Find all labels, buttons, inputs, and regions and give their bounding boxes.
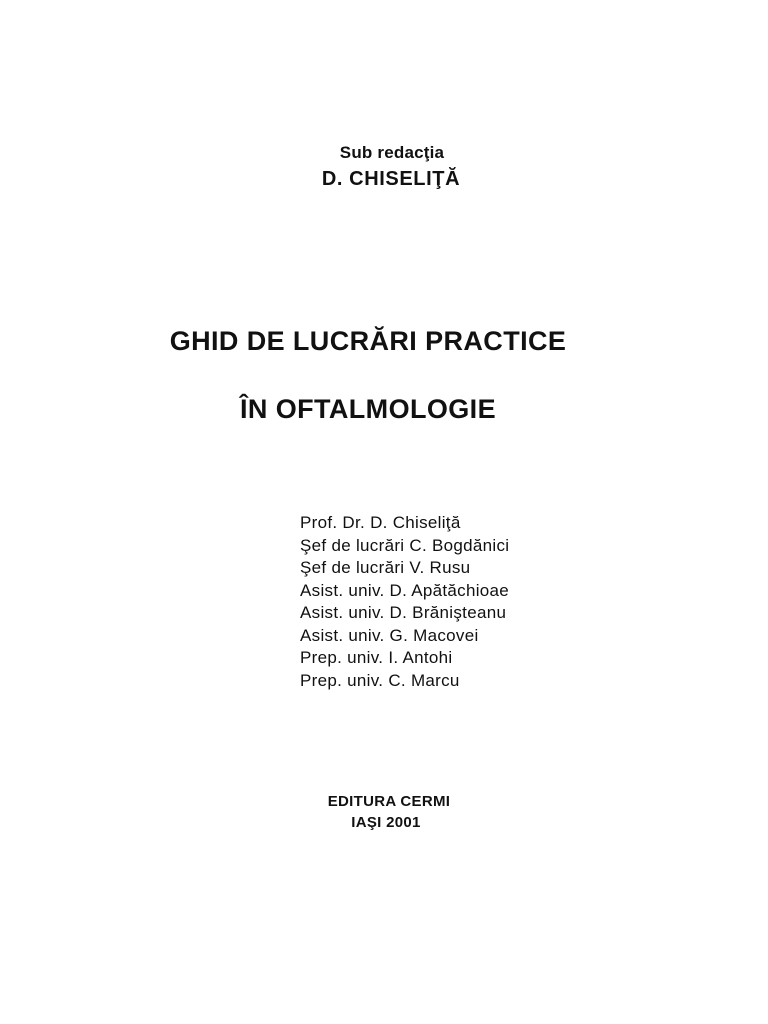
author-item: Asist. univ. D. Apătăchioae [300,580,510,600]
author-item: Asist. univ. G. Macovei [300,625,479,645]
author-item: Şef de lucrări C. Bogdănici [300,535,510,555]
publisher-name: EDITURA CERMI [327,793,451,810]
author-item: Prof. Dr. D. Chiseliţă [300,513,461,532]
editor-label: Sub redacţia [339,143,445,162]
book-title-line-2: ÎN OFTALMOLOGIE [240,394,496,424]
author-item: Şef de lucrări V. Rusu [300,558,471,577]
book-title-line-1: GHID DE LUCRĂRI PRACTICE [169,326,567,356]
editor-block [0,142,768,192]
editor-name: D. CHISELIŢĂ [321,168,461,190]
publisher-city-year: IAŞI 2001 [351,814,421,831]
publisher-block [0,792,768,833]
author-item: Asist. univ. D. Brănişteanu [300,603,507,622]
author-item: Prep. univ. I. Antohi [300,648,453,667]
authors-list [300,512,509,692]
author-item: Prep. univ. C. Marcu [300,670,460,690]
